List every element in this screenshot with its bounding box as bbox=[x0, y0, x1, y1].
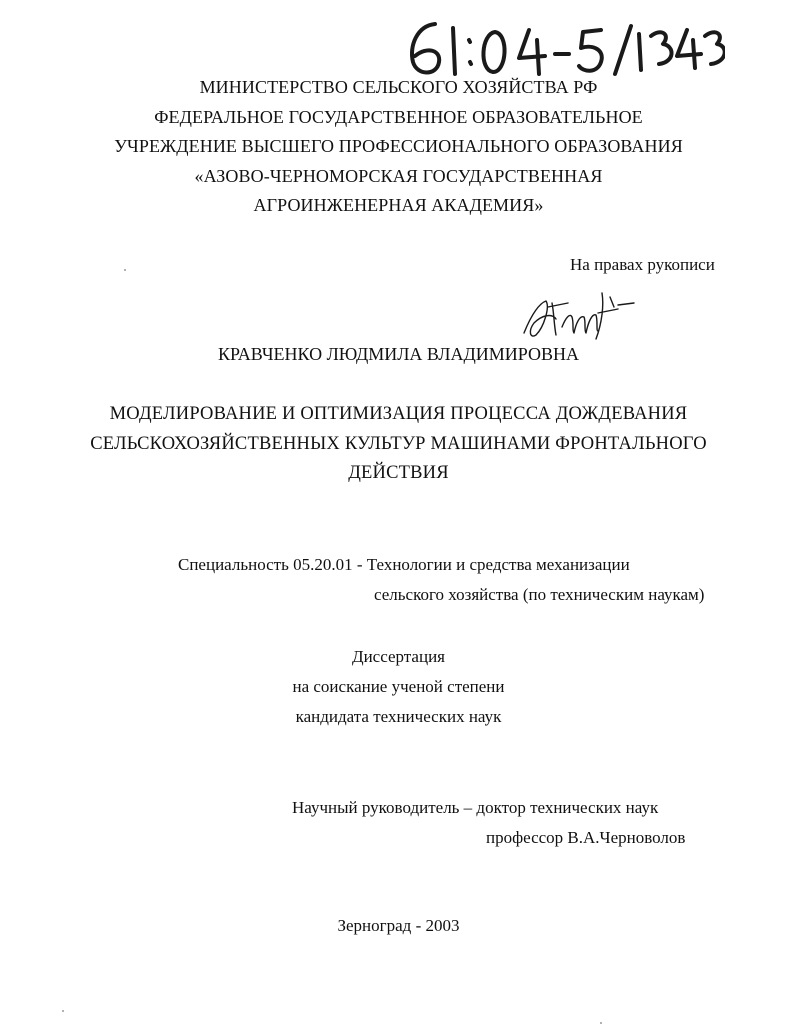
scan-speck bbox=[124, 269, 126, 271]
dissertation-degree-line-1: на соискание ученой степени bbox=[292, 677, 505, 696]
specialty-line-1: Специальность 05.20.01 - Технологии и средства механизации bbox=[178, 555, 630, 574]
specialty-line-2: сельского хозяйства (по техническим наукам) bbox=[374, 585, 705, 604]
supervisor-line-2: профессор В.А.Черноволов bbox=[486, 828, 686, 847]
header-line-academy-type: АГРОИНЖЕНЕРНАЯ АКАДЕМИЯ» bbox=[253, 195, 544, 215]
scan-speck bbox=[62, 1010, 64, 1012]
scan-speck bbox=[600, 1022, 602, 1024]
header-line-ministry: МИНИСТЕРСТВО СЕЛЬСКОГО ХОЗЯЙСТВА РФ bbox=[199, 77, 598, 97]
title-line-1: МОДЕЛИРОВАНИЕ И ОПТИМИЗАЦИЯ ПРОЦЕССА ДОЖДЕВАНИЯ bbox=[109, 404, 688, 424]
manuscript-rights: На правах рукописи bbox=[570, 255, 715, 274]
title-line-2: СЕЛЬСКОХОЗЯЙСТВЕННЫХ КУЛЬТУР МАШИНАМИ ФРОНТАЛЬНОГО bbox=[90, 434, 707, 454]
place-and-year: Зерноград - 2003 bbox=[337, 916, 460, 935]
header-line-academy-name: «АЗОВО-ЧЕРНОМОРСКАЯ ГОСУДАРСТВЕННАЯ bbox=[194, 166, 603, 186]
header-line-federal: ФЕДЕРАЛЬНОЕ ГОСУДАРСТВЕННОЕ ОБРАЗОВАТЕЛЬНОЕ bbox=[154, 107, 643, 127]
handwritten-inventory-number-drawing bbox=[395, 12, 725, 82]
author-name: КРАВЧЕНКО ЛЮДМИЛА ВЛАДИМИРОВНА bbox=[218, 344, 579, 364]
title-line-3: ДЕЙСТВИЯ bbox=[348, 463, 449, 483]
dissertation-label: Диссертация bbox=[351, 647, 445, 666]
handwritten-inventory-number bbox=[395, 12, 725, 82]
supervisor-line-1: Научный руководитель – доктор технических наук bbox=[292, 798, 659, 817]
header-line-institution: УЧРЕЖДЕНИЕ ВЫСШЕГО ПРОФЕССИОНАЛЬНОГО ОБРАЗОВАНИЯ bbox=[114, 136, 683, 156]
signature-drawing bbox=[518, 283, 638, 343]
dissertation-degree-line-2: кандидата технических наук bbox=[295, 707, 502, 726]
author-signature bbox=[518, 283, 638, 343]
